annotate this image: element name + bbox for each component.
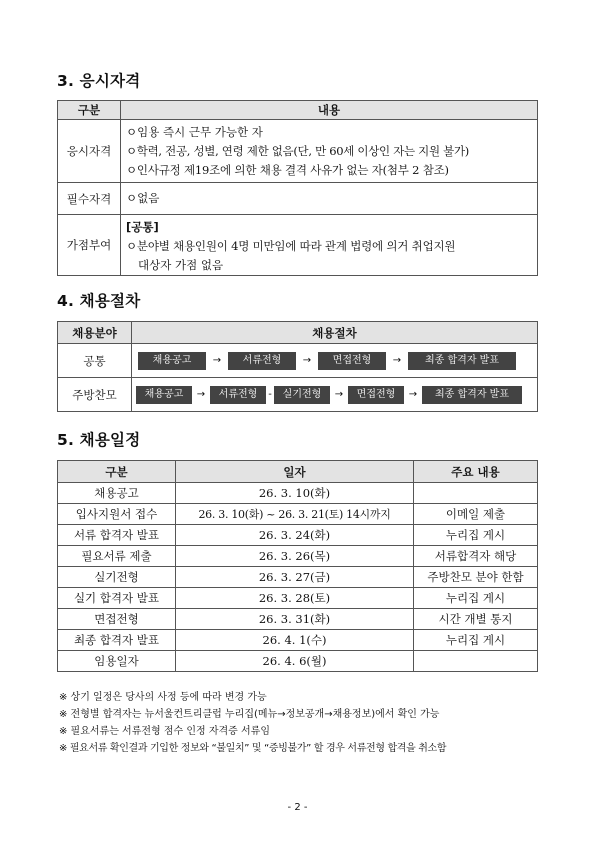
table-row [58,630,538,651]
table-row [58,609,538,630]
schedule-item: 임용일자 [58,651,176,672]
arrow: → [392,355,402,366]
schedule-note: 서류합격자 해당 [414,546,538,567]
note-line: ※ 전형별 합격자는 뉴서울컨트리클럽 누리집(메뉴→정보공개→채용정보)에서 확인 가능 [59,709,440,720]
arrow: → [196,389,206,400]
step-box: 서류전형 [228,352,296,370]
row-label: 가점부여 [58,215,121,276]
schedule-item: 최종 합격자 발표 [58,630,176,651]
table-row [58,567,538,588]
col-header-field: 채용분야 [58,322,132,344]
step-box: 면접전형 [348,386,404,404]
schedule-note: 누리집 게시 [414,630,538,651]
schedule-item: 면접전형 [58,609,176,630]
schedule-item: 실기 합격자 발표 [58,588,176,609]
col-header-category: 구분 [58,461,176,483]
content-line: ㅇ분야별 채용인원이 4명 미만임에 따라 관계 법령에 의거 취업지원 [126,238,456,253]
row-label: 공통 [58,344,132,378]
section-4-title: 4. 채용절차 [57,292,141,310]
row-label: 필수자격 [58,183,121,215]
arrow: → [212,355,222,366]
arrow: → [408,389,418,400]
step-box: 실기전형 [274,386,330,404]
content-line: 대상자 가점 없음 [138,257,224,272]
table-row [58,651,538,672]
step-box: 최종 합격자 발표 [422,386,522,404]
row-content [121,215,538,276]
content-line: ㅇ학력, 전공, 성별, 연령 제한 없음(단, 만 60세 이상인 자는 지원 불가) [126,143,469,158]
note-line: ※ 상기 일정은 당사의 사정 등에 따라 변경 가능 [59,692,267,703]
table-row [58,546,538,567]
schedule-note: 시간 개별 통지 [414,609,538,630]
step-box: 최종 합격자 발표 [408,352,516,370]
schedule-item: 서류 합격자 발표 [58,525,176,546]
schedule-note: 누리집 게시 [414,525,538,546]
content-line: ㅇ임용 즉시 근무 가능한 자 [126,124,263,139]
schedule-item: 채용공고 [58,483,176,504]
procedure-flow [132,344,538,378]
schedule-notes [59,689,446,757]
schedule-item: 입사지원서 접수 [58,504,176,525]
schedule-note [414,483,538,504]
section-3-title: 3. 응시자격 [57,72,141,90]
col-header-category: 구분 [58,101,121,120]
procedure-flow [132,378,538,412]
row-content [121,183,538,215]
col-header-procedure: 채용절차 [132,322,538,344]
schedule-date: 26. 3. 26(목) [176,546,414,567]
step-box: 채용공고 [138,352,206,370]
step-box: 면접전형 [318,352,386,370]
table-row [58,483,538,504]
table-row [58,525,538,546]
schedule-table [57,460,538,672]
arrow: - [268,389,272,400]
schedule-date: 26. 4. 1(수) [176,630,414,651]
step-box: 서류전형 [210,386,266,404]
schedule-date: 26. 3. 28(토) [176,588,414,609]
row-content [121,120,538,183]
arrow: → [302,355,312,366]
schedule-item: 실기전형 [58,567,176,588]
eligibility-table [57,100,538,276]
table-row [58,504,538,525]
col-header-notes: 주요 내용 [414,461,538,483]
content-line: ㅇ없음 [126,191,160,205]
schedule-note: 이메일 제출 [414,504,538,525]
schedule-date: 26. 3. 10(화) [176,483,414,504]
schedule-item: 필요서류 제출 [58,546,176,567]
content-line: ㅇ인사규정 제19조에 의한 채용 결격 사유가 없는 자(첨부 2 참조) [126,162,449,177]
procedure-table [57,321,538,412]
content-tag: [공통] [126,219,159,234]
schedule-note [414,651,538,672]
schedule-date: 26. 3. 27(금) [176,567,414,588]
section-5-title: 5. 채용일정 [57,431,141,449]
row-label: 응시자격 [58,120,121,183]
schedule-note: 주방찬모 분야 한함 [414,567,538,588]
schedule-date: 26. 3. 10(화) ~ 26. 3. 21(토) 14시까지 [176,504,414,525]
table-row [58,588,538,609]
step-box: 채용공고 [136,386,192,404]
note-line: ※ 필요서류 확인결과 기입한 정보와 “불일치” 및 “증빙불가” 할 경우 서류전형 합격을 취소함 [59,743,447,754]
row-label: 주방찬모 [58,378,132,412]
arrow: → [334,389,344,400]
schedule-date: 26. 3. 31(화) [176,609,414,630]
page-number: - 2 - [287,802,308,813]
schedule-date: 26. 4. 6(월) [176,651,414,672]
schedule-date: 26. 3. 24(화) [176,525,414,546]
col-header-date: 일자 [176,461,414,483]
col-header-content: 내용 [121,101,538,120]
schedule-note: 누리집 게시 [414,588,538,609]
note-line: ※ 필요서류는 서류전형 점수 인정 자격증 서류임 [59,726,270,737]
